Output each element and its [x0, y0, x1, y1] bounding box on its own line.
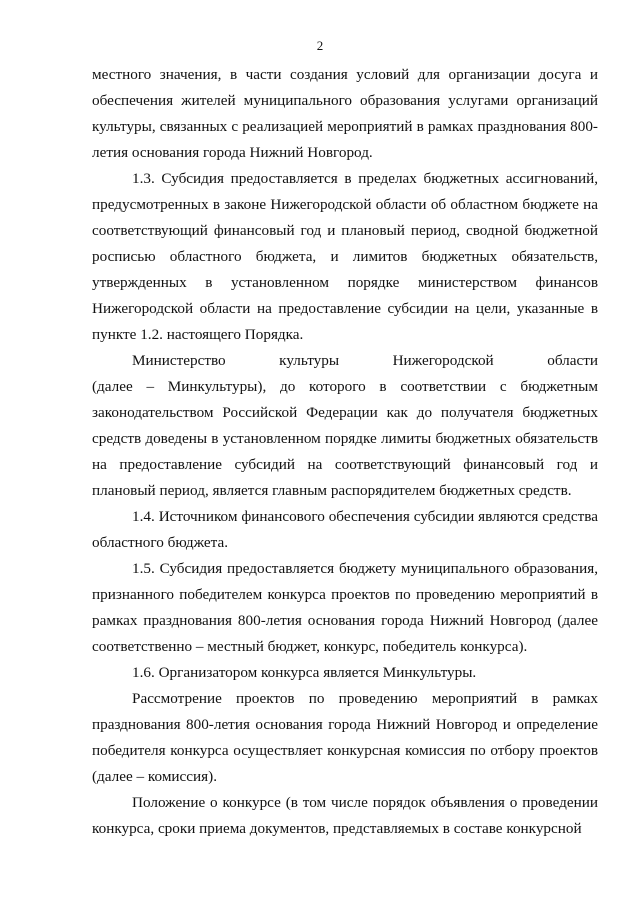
page-number: 2 [316, 38, 324, 53]
paragraph-1-4: 1.4. Источником финансового обеспечения субсидии являются средства областного бюджета. [92, 508, 598, 551]
paragraph-1-5: 1.5. Субсидия предоставляется бюджету муниципального образования, признанного победителем конкурса проектов по проведению мероприятий в рамках празднования 800-летия основания города Нижний Новгород (далее соответственно – местный бюджет, конкурс, победитель конкурса). [92, 560, 598, 655]
paragraph-ministry-heading: Министерство культуры Нижегородской области [132, 352, 598, 369]
paragraph-commission: Рассмотрение проектов по проведению мероприятий в рамках празднования 800-летия основания города Нижний Новгород и определение победителя конкурса осуществляет конкурсная комиссия по отбору проектов (далее – комиссия). [92, 690, 598, 785]
document-body [92, 62, 598, 842]
paragraph-ministry-body: (далее – Минкультуры), до которого в соответствии с бюджетным законодательством Российской Федерации как до получателя бюджетных средств доведены в установленном порядке лимиты бюджетных обязательств на предоставление субсидий на соответствующий финансовый год и плановый период, является главным распорядителем бюджетных средств. [92, 378, 598, 499]
paragraph-continuation: местного значения, в части создания условий для организации досуга и обеспечения жителей муниципального образования услугами организаций культуры, связанных с реализацией мероприятий в рамках празднования 800-летия основания города Нижний Новгород. [92, 66, 598, 161]
paragraph-1-6: 1.6. Организатором конкурса является Минкультуры. [132, 664, 477, 681]
paragraph-regulation: Положение о конкурсе (в том числе порядок объявления о проведении конкурса, сроки приема документов, представляемых в составе конкурсной [92, 794, 598, 837]
paragraph-1-3: 1.3. Субсидия предоставляется в пределах бюджетных ассигнований, предусмотренных в законе Нижегородской области об областном бюджете на соответствующий финансовый год и плановый период, сводной бюджетной росписью областного бюджета, и лимитов бюджетных обязательств, утвержденных в установленном порядке министерством финансов Нижегородской области на предоставление субсидии на цели, указанные в пункте 1.2. настоящего Порядка. [92, 170, 598, 343]
